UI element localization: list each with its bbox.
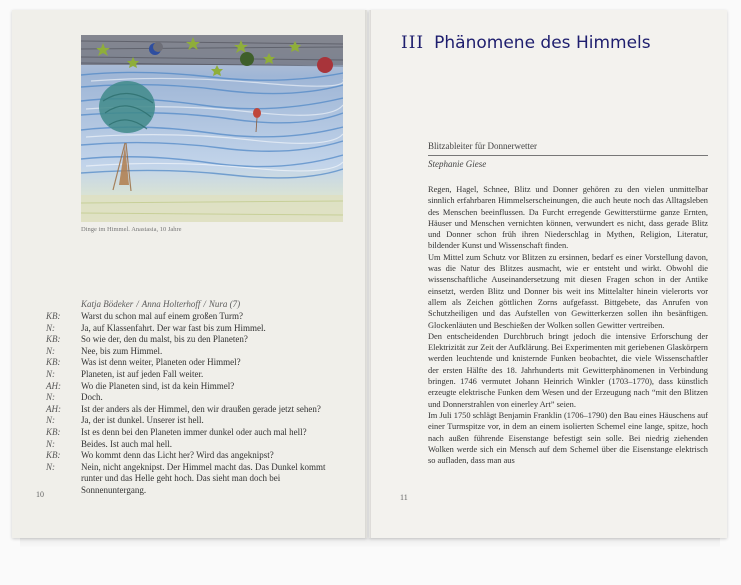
- speaker-label: KB:: [46, 357, 61, 368]
- dialog-text: Nein, nicht angeknipst. Der Himmel macht das. Das Dunkel kommt runter und das Helle geht hoch. Das sieht man doch bei Sonnenuntergang.: [81, 461, 326, 495]
- dialog-line: [46, 323, 346, 335]
- speaker-label: N:: [46, 438, 55, 449]
- drawing-sky-picture: [81, 35, 343, 222]
- dialog-line: [46, 415, 346, 427]
- author-name: Nura (7): [208, 299, 241, 309]
- speaker-label: AH:: [46, 380, 61, 391]
- author-separator: /: [136, 299, 139, 309]
- article-author: Stephanie Giese: [428, 159, 487, 169]
- article-body: [428, 184, 708, 466]
- speaker-label: KB:: [46, 334, 61, 345]
- speaker-label: AH:: [46, 403, 61, 414]
- child-drawing: [81, 35, 343, 222]
- dialog-text: Was ist denn weiter, Planeten oder Himmel?: [81, 357, 241, 368]
- interview-dialog: [46, 311, 346, 497]
- dialog-line: [46, 346, 346, 358]
- dialog-line: [46, 462, 346, 497]
- chapter-number: III: [401, 33, 425, 53]
- page-number-left: 10: [36, 490, 44, 499]
- dialog-authors: [81, 299, 240, 309]
- dialog-line: [46, 404, 346, 416]
- dialog-line: [46, 427, 346, 439]
- page-number-right: 11: [400, 493, 408, 502]
- dialog-line: [46, 334, 346, 346]
- dialog-text: Warst du schon mal auf einem großen Turm?: [81, 311, 243, 321]
- speaker-label: N:: [46, 368, 55, 379]
- book-gutter: [365, 10, 371, 538]
- dialog-line: [46, 392, 346, 404]
- chapter-title: Phänomene des Himmels: [434, 33, 651, 53]
- dialog-line: [46, 439, 346, 451]
- body-paragraph: Im Juli 1750 schlägt Benjamin Franklin (1706–1790) den Bau eines Häuschens auf einer Turmspitze vor, in dem an einem isolierten Schemel eine lange, spitze, hoch nach außen führende Eisenstange befestigt sein solle. Bei niedrig ziehenden Wolken werde sich ein Mensch auf dem Schemel über die Eisenstange elektrisch so aufladen, dass man aus: [428, 410, 708, 466]
- speaker-label: KB:: [46, 311, 61, 321]
- speaker-label: N:: [46, 461, 55, 472]
- body-paragraph: Den entscheidenden Durchbruch bringt jedoch die intensive Erforschung der Elektrizität zur Zeit der Aufklärung. Bei Experimenten mit geriebenen Glaskörpern werden leuchtende und knisternde Funken beobachtet, die viele Wissenschaftler der ersten Hälfte des 18. Jahrhunderts mit Gewitterphänomenen in Verbindung bringen. 1746 vermutet Johann Heinrich Winkler (1703–1770), dass künstlich erzeugte elektrische Funken dem Wesen und der Erzeugung nach “mit den Blitzen und Donnerstrahlen von einerley Art” seien.: [428, 331, 708, 409]
- dialog-line: [46, 357, 346, 369]
- dialog-line: [46, 450, 346, 462]
- body-paragraph: Um Mittel zum Schutz vor Blitzen zu ersinnen, bedarf es einer Vorstellung davon, was die Natur des Blitzes ausmacht, wie er entsteht und wirkt. Obwohl die wissenschaftliche Auseinandersetzung mit diesen Fragen schon in der Antike einsetzt, werden Blitz und Donner bis weit ins Mittelalter hinein vielerorts vor allem als Zeichen göttlichen Zorns aufgefasst. Bittgebete, das Anrufen von Schutzheiligen und das Aufstellen von Gewitterkerzen sollen ihn besänftigen. Glockenläuten und Beschießen der Wolken sollen Gewitter vertreiben.: [428, 252, 708, 330]
- dialog-text: Wo kommt denn das Licht her? Wird das angeknipst?: [81, 450, 274, 461]
- dialog-text: Planeten, ist auf jeden Fall weiter.: [81, 368, 204, 379]
- speaker-label: KB:: [46, 426, 61, 437]
- dialog-line: [46, 311, 346, 323]
- dialog-text: Ist es denn bei den Planeten immer dunkel oder auch mal hell?: [81, 426, 307, 437]
- body-paragraph: Regen, Hagel, Schnee, Blitz und Donner gehören zu den vielen unmittelbar sinnlich erfahrbaren Himmelserscheinungen, die auch heute noch das Alltagsleben des Menschen beeinflussen. Da Furcht erregende Gewitterstürme ganze Ernten, Häuser und Menschen vernichten können, verwundert es nicht, dass gerade Blitz und Donner schon früh ihren Niederschlag in Mythen, Religion, Literatur, bildender Kunst und Wissenschaft finden.: [428, 185, 708, 251]
- speaker-label: KB:: [46, 450, 61, 461]
- dialog-text: Nee, bis zum Himmel.: [81, 345, 163, 356]
- dialog-text: So wie der, den du malst, bis zu den Planeten?: [81, 334, 248, 345]
- dialog-text: Ist der anders als der Himmel, den wir draußen gerade jetzt sehen?: [81, 403, 321, 414]
- dialog-text: Beides. Ist auch mal hell.: [81, 438, 172, 449]
- author-name: Anna Holterhoff: [141, 299, 201, 309]
- speaker-label: N:: [46, 322, 55, 333]
- dialog-line: [46, 369, 346, 381]
- dialog-text: Ja, der ist dunkel. Unserer ist hell.: [81, 415, 204, 426]
- speaker-label: N:: [46, 415, 55, 426]
- dialog-text: Wo die Planeten sind, ist da kein Himmel?: [81, 380, 235, 391]
- dialog-line: [46, 381, 346, 393]
- author-name: Katja Bödeker: [81, 299, 134, 309]
- speaker-label: N:: [46, 392, 55, 403]
- dialog-text: Ja, auf Klassenfahrt. Der war fast bis zum Himmel.: [81, 322, 266, 333]
- article-title: Blitzableiter für Donnerwetter: [428, 141, 537, 151]
- chapter-heading: [401, 33, 651, 53]
- title-rule: [428, 155, 708, 156]
- speaker-label: N:: [46, 345, 55, 356]
- dialog-text: Doch.: [81, 392, 103, 403]
- page-shadow: [20, 538, 720, 548]
- author-separator: /: [203, 299, 206, 309]
- drawing-caption: Dinge im Himmel. Anastasia, 10 Jahre: [81, 226, 182, 233]
